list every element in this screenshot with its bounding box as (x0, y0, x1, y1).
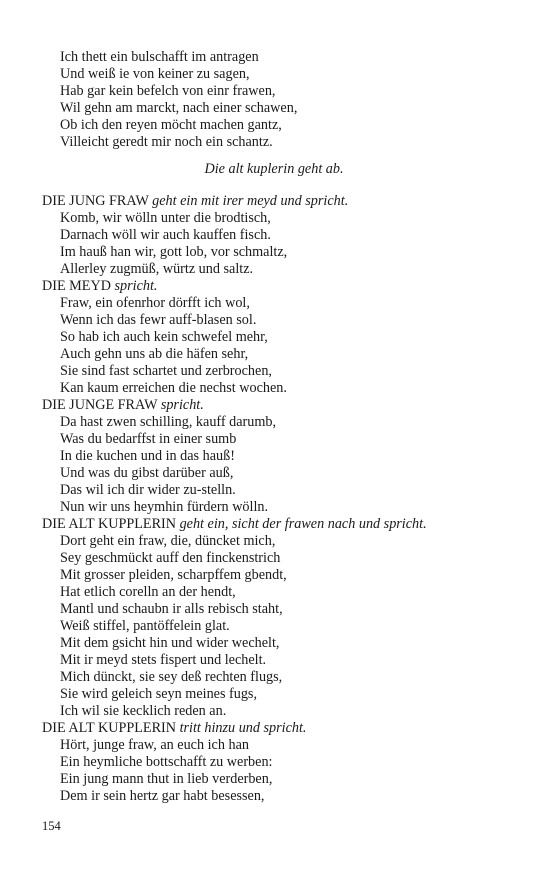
speaker-name: DIE ALT KUPPLERIN (42, 720, 177, 736)
speaker-heading (42, 193, 522, 210)
speaker-heading (42, 720, 522, 737)
verse-line: Sey geschmückt auff den finckenstrich (60, 550, 281, 566)
speaker-direction: tritt hinzu und spricht. (179, 720, 307, 736)
speaker-direction: spricht. (160, 397, 204, 413)
verse-line: In die kuchen und in das hauß! (60, 448, 235, 464)
verse-line: So hab ich auch kein schwefel mehr, (60, 329, 268, 345)
speaker-name: DIE ALT KUPPLERIN (42, 516, 177, 532)
verse-line: Villeicht geredt mir noch ein schantz. (60, 134, 273, 150)
verse-line: Ich wil sie kecklich reden an. (60, 703, 227, 719)
speaker-name: DIE JUNG FRAW (42, 193, 149, 209)
verse-line: Ob ich den reyen möcht machen gantz, (60, 117, 282, 133)
verse-line: Sie wird geleich seyn meines fugs, (60, 686, 258, 702)
verse-line: Allerley zugmüß, würtz und saltz. (60, 261, 254, 277)
speaker-name: DIE MEYD (42, 278, 111, 294)
verse-line: Ein heymliche bottschafft zu werben: (60, 754, 273, 770)
verse-line: Dort geht ein fraw, die, düncket mich, (60, 533, 276, 549)
speaker-heading (42, 516, 522, 533)
verse-line: Hört, junge fraw, an euch ich han (60, 737, 249, 753)
stage-direction: Die alt kuplerin geht ab. (204, 161, 344, 177)
verse-line: Da hast zwen schilling, kauff darumb, (60, 414, 277, 430)
page-number: 154 (42, 819, 61, 833)
verse-line: Ein jung mann thut in lieb verderben, (60, 771, 273, 787)
verse-line: Wil gehn am marckt, nach einer schawen, (60, 100, 298, 116)
speaker-name: DIE JUNGE FRAW (42, 397, 158, 413)
play-text (42, 49, 522, 805)
verse-line: Komb, wir wölln unter die brodtisch, (60, 210, 271, 226)
verse-line: Und was du gibst darüber auß, (60, 465, 234, 481)
verse-line: Dem ir sein hertz gar habt besessen, (60, 788, 265, 804)
verse-line: Mit ir meyd stets fispert und lechelt. (60, 652, 267, 668)
speaker-heading (42, 397, 522, 414)
speaker-direction: geht ein mit irer meyd und spricht. (152, 193, 349, 209)
verse-line: Und weiß ie von keiner zu sagen, (60, 66, 250, 82)
speaker-heading (42, 278, 522, 295)
verse-line: Darnach wöll wir auch kauffen fisch. (60, 227, 271, 243)
verse-line: Im hauß han wir, gott lob, vor schmaltz, (60, 244, 288, 260)
verse-line: Hat etlich corelln an der hendt, (60, 584, 236, 600)
verse-line: Das wil ich dir wider zu-stelln. (60, 482, 236, 498)
verse-line: Sie sind fast schartet und zerbrochen, (60, 363, 272, 379)
verse-line: Auch gehn uns ab die häfen sehr, (60, 346, 249, 362)
verse-line: Kan kaum erreichen die nechst wochen. (60, 380, 287, 396)
spacer (42, 178, 522, 193)
speaker-direction: geht ein, sicht der frawen nach und spricht. (179, 516, 427, 532)
verse-line: Wenn ich das fewr auff-blasen sol. (60, 312, 257, 328)
verse-line: Mich dünckt, sie sey deß rechten flugs, (60, 669, 283, 685)
verse-line: Hab gar kein befelch von einr frawen, (60, 83, 276, 99)
verse-line: Mit grosser pleiden, scharpffem gbendt, (60, 567, 287, 583)
speaker-direction: spricht. (114, 278, 158, 294)
spacer (42, 151, 522, 161)
verse-line: Ich thett ein bulschafft im antragen (60, 49, 259, 65)
verse-line: Mantl und schaubn ir alls rebisch staht, (60, 601, 283, 617)
verse-line: Mit dem gsicht hin und wider wechelt, (60, 635, 280, 651)
verse-line: Was du bedarffst in einer sumb (60, 431, 237, 447)
verse-line: Weiß stiffel, pantöffelein glat. (60, 618, 230, 634)
verse-line: Nun wir uns heymhin fürdern wölln. (60, 499, 269, 515)
verse-line: Fraw, ein ofenrhor dörfft ich wol, (60, 295, 250, 311)
